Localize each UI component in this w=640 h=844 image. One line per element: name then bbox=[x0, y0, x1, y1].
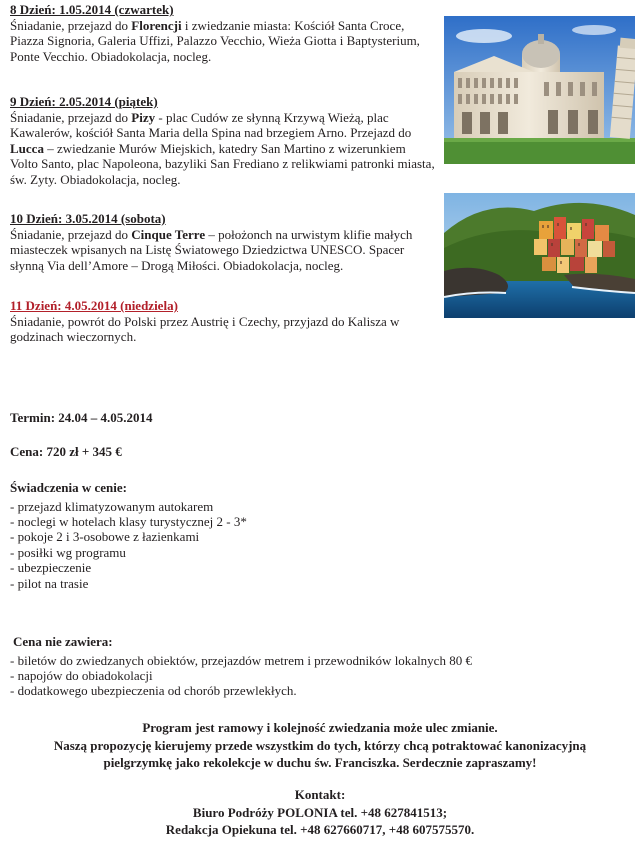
contact-line: Redakcja Opiekuna tel. +48 627660717, +48 607575570. bbox=[165, 822, 475, 837]
contact-label: Kontakt: bbox=[294, 787, 346, 802]
description-text: Śniadanie, przejazd do bbox=[10, 109, 132, 125]
contact-line: Biuro Podróży POLONIA tel. +48 627841513; bbox=[192, 804, 448, 820]
excluded-label: Cena nie zawiera: bbox=[13, 634, 113, 649]
description-text: i zwiedzanie miasta: Kościół Santa Croce, Piazza Signoria, Galeria Uffizi, Palazzo Vecchio, Wieża Giotta i Baptysterium, Ponte Vecchio. Obiadokolacja, nocleg. bbox=[10, 17, 420, 64]
day-description bbox=[10, 18, 435, 65]
list-item: - ubezpieczenie bbox=[10, 560, 92, 576]
day-title: 9 Dzień: 2.05.2014 (piątek) bbox=[10, 94, 158, 109]
day-description bbox=[10, 314, 435, 345]
included-label: Świadczenia w cenie: bbox=[10, 480, 127, 495]
day-block-9 bbox=[10, 94, 435, 188]
list-item: - przejazd klimatyzowanym autokarem bbox=[10, 498, 214, 514]
notice-line: Program jest ramowy i kolejność zwiedzania może ulec zmianie. bbox=[142, 720, 498, 735]
cinque-terre-photo bbox=[444, 193, 635, 318]
place-name: Florencji bbox=[131, 17, 182, 33]
place-name: Cinque Terre bbox=[131, 226, 206, 242]
day-title: 11 Dzień: 4.05.2014 (niedziela) bbox=[10, 298, 178, 313]
term-text: Termin: 24.04 – 4.05.2014 bbox=[10, 410, 153, 425]
description-text: – zwiedzanie Murów Miejskich, katedry San Martino z wizerunkiem Volto Santo, plac Napoleona, bazyliki San Frediano z relikwiami patronki miasta, św. Zyty. Obiadokolacja, nocleg. bbox=[10, 140, 435, 187]
place-name: Lucca bbox=[10, 140, 44, 156]
day-block-11 bbox=[10, 298, 435, 345]
price-text: Cena: 720 zł + 345 € bbox=[10, 444, 122, 459]
day-title: 10 Dzień: 3.05.2014 (sobota) bbox=[10, 211, 166, 226]
day-description bbox=[10, 227, 435, 274]
description-text: Śniadanie, przejazd do bbox=[10, 17, 132, 33]
program-notice bbox=[0, 719, 640, 772]
day-block-8 bbox=[10, 2, 435, 64]
excluded-section bbox=[10, 634, 610, 699]
list-item: - posiłki wg programu bbox=[10, 544, 126, 560]
pisa-cathedral-photo bbox=[444, 16, 635, 164]
list-item: - biletów do zwiedzanych obiektów, przejazdów metrem i przewodników lokalnych 80 € bbox=[10, 652, 472, 668]
contact-block bbox=[0, 786, 640, 839]
included-section bbox=[10, 480, 610, 591]
notice-line: pielgrzymkę jako rekolekcje w duchu św. Franciszka. Serdecznie zapraszamy! bbox=[103, 755, 537, 770]
day-block-10 bbox=[10, 211, 435, 273]
place-name: Pizy bbox=[131, 109, 156, 125]
description-text: Śniadanie, przejazd do bbox=[10, 226, 132, 242]
list-item: - pilot na trasie bbox=[10, 575, 89, 591]
excluded-list bbox=[10, 653, 610, 699]
description-text: - plac Cudów ze słynną Krzywą Wieżą, plac Kawalerów, kościół Santa Maria della Spina nad brzegiem Arno. Przejazd do bbox=[10, 109, 412, 141]
included-list bbox=[10, 499, 610, 591]
list-item: - napojów do obiadokolacji bbox=[10, 668, 153, 683]
list-item: - pokoje 2 i 3-osobowe z łazienkami bbox=[10, 529, 200, 545]
list-item: - noclegi w hotelach klasy turystycznej 2 - 3* bbox=[10, 514, 247, 529]
description-text: Śniadanie, powrót do Polski przez Austrię i Czechy, przyjazd do Kalisza w godzinach wieczornych. bbox=[10, 313, 400, 345]
price-line bbox=[10, 444, 610, 460]
day-title: 8 Dzień: 1.05.2014 (czwartek) bbox=[10, 2, 174, 17]
day-description bbox=[10, 110, 435, 188]
list-item: - dodatkowego ubezpieczenia od chorób przewlekłych. bbox=[10, 683, 297, 699]
term-line bbox=[10, 410, 610, 426]
notice-line: Naszą propozycję kierujemy przede wszystkim do tych, którzy chcą potraktować kanonizacyjną bbox=[53, 737, 587, 753]
description-text: – położonch na urwistym klifie małych miasteczek wpisanych na Listę Światowego Dziedzictwa UNESCO. Spacer słynną Via dell’Amore – Drogą Miłości. Obiadokolacja, nocleg. bbox=[10, 226, 413, 273]
